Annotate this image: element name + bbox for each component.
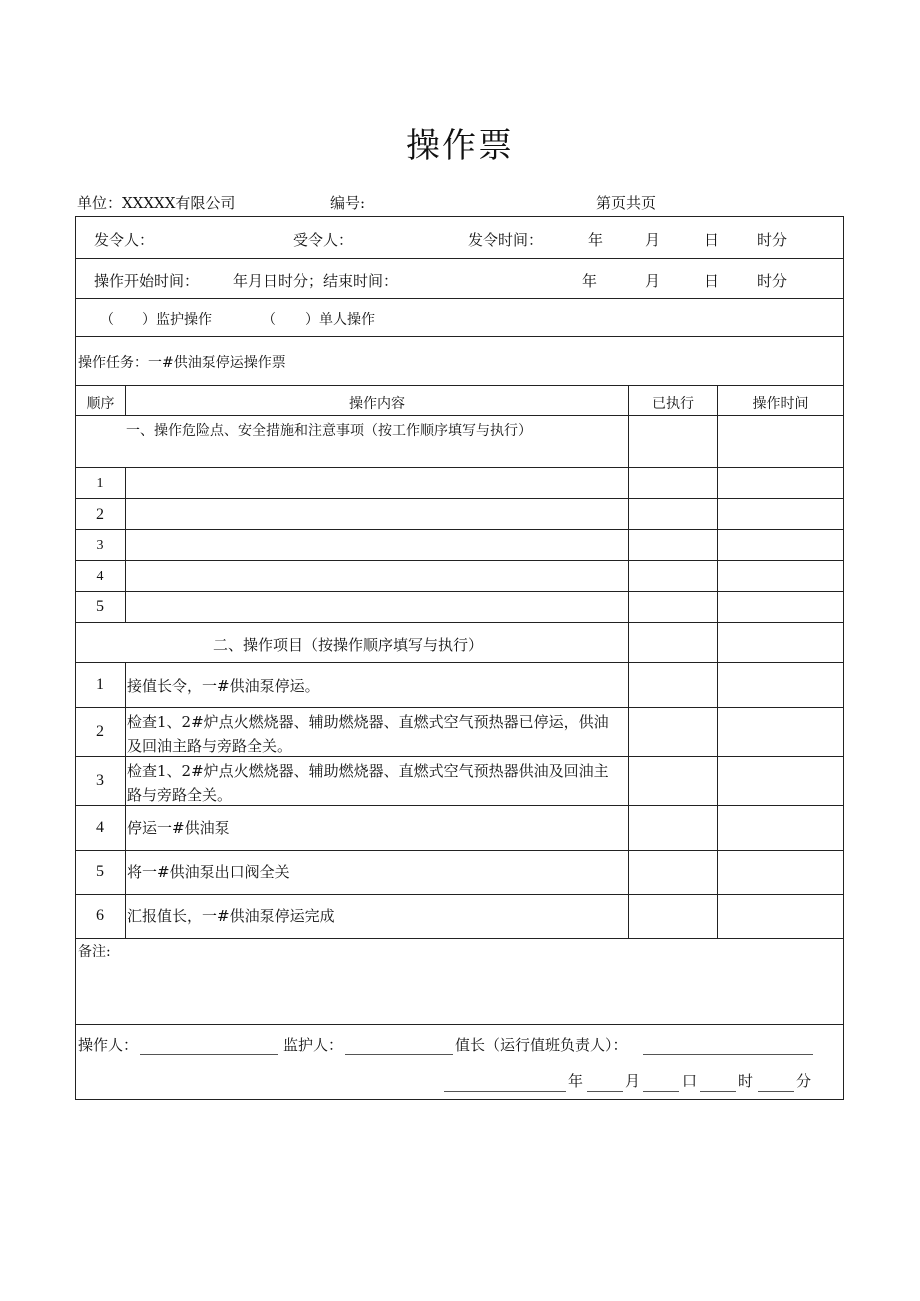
divider <box>75 498 844 499</box>
day-label: 日 <box>704 231 720 249</box>
divider <box>75 336 844 337</box>
task-label: 操作任务：一#供油泵停运操作票 <box>78 355 286 371</box>
step-number: 4 <box>96 819 104 836</box>
section1-row-number: 3 <box>96 538 104 553</box>
divider <box>75 385 844 386</box>
monitor-mode-option[interactable]: ）监护操作 <box>142 312 212 328</box>
col-line <box>125 662 126 938</box>
minute-label: 分 <box>796 1072 812 1090</box>
col-line <box>125 467 126 622</box>
month-label: 月 <box>645 231 661 249</box>
paren-open: （ <box>100 312 114 328</box>
col-seq-header: 顺序 <box>86 396 115 412</box>
guardian-label: 监护人： <box>283 1036 344 1054</box>
step-content: 检查1、2#炉点火燃烧器、辅助燃烧器、直燃式空气预热器供油及回油主路与旁路全关。 <box>127 762 609 804</box>
divider <box>75 560 844 561</box>
unit-label: 单位：XXXXX有限公司 <box>77 194 236 212</box>
divider <box>75 415 844 416</box>
day-label: 日 <box>704 272 720 290</box>
step-content: 将一#供油泵出口阀全关 <box>127 863 290 881</box>
minute-line[interactable] <box>758 1077 794 1092</box>
operator-signature-line[interactable] <box>140 1040 278 1055</box>
step-content: 检查1、2#炉点火燃烧器、辅助燃烧器、直燃式空气预热器已停运，供油及回油主路与旁路全关。 <box>127 713 609 755</box>
guardian-signature-line[interactable] <box>345 1040 453 1055</box>
number-label: 编号: <box>330 194 366 212</box>
divider <box>75 258 844 259</box>
divider <box>75 850 844 851</box>
col-content-header: 操作内容 <box>349 396 405 412</box>
col-line <box>717 385 718 938</box>
section1-row-number: 4 <box>96 569 104 584</box>
divider <box>75 938 844 939</box>
issuer-label: 发令人： <box>94 231 155 249</box>
start-time-label: 操作开始时间： <box>94 272 200 290</box>
chief-signature-line[interactable] <box>643 1040 813 1055</box>
year-label: 年 <box>588 231 604 249</box>
page-count: 第页共页 <box>596 194 657 212</box>
hour-minute-label: 时分 <box>757 231 788 249</box>
hour-line[interactable] <box>700 1077 736 1092</box>
step-number: 5 <box>96 863 104 880</box>
step-content: 汇报值长，一#供油泵停运完成 <box>127 907 335 925</box>
step-number: 2 <box>96 723 104 740</box>
step-number: 3 <box>96 772 104 789</box>
remarks-label: 备注: <box>78 944 111 960</box>
month-label: 月 <box>625 1072 641 1090</box>
step-number: 6 <box>96 907 104 924</box>
order-time-label: 发令时间： <box>468 231 544 249</box>
end-time-label: 年月日时分；结束时间： <box>233 272 399 290</box>
ticket-table <box>75 216 844 1100</box>
col-line <box>628 385 629 938</box>
day-label: 口 <box>682 1072 698 1090</box>
divider <box>75 529 844 530</box>
year-label: 年 <box>582 272 598 290</box>
step-number: 1 <box>96 676 104 693</box>
step-content: 停运一#供油泵 <box>127 819 230 837</box>
divider <box>75 298 844 299</box>
divider <box>75 467 844 468</box>
hour-label: 时 <box>738 1072 754 1090</box>
section2-heading: 二、操作项目（按操作顺序填写与执行） <box>213 636 484 654</box>
divider <box>75 591 844 592</box>
divider <box>75 622 844 623</box>
divider <box>75 1024 844 1025</box>
day-line[interactable] <box>643 1077 679 1092</box>
month-label: 月 <box>645 272 661 290</box>
page-title: 操作票 <box>406 126 514 166</box>
divider <box>75 662 844 663</box>
divider <box>75 707 844 708</box>
col-done-header: 已执行 <box>652 396 694 412</box>
year-label: 年 <box>568 1072 584 1090</box>
date-line[interactable] <box>444 1077 566 1092</box>
hour-minute-label: 时分 <box>757 272 788 290</box>
section1-row-number: 2 <box>96 506 104 523</box>
paren-open: （ <box>262 312 276 328</box>
receiver-label: 受令人： <box>293 231 354 249</box>
section1-heading: 一、操作危险点、安全措施和注意事项（按工作顺序填写与执行） <box>126 423 532 439</box>
month-line[interactable] <box>587 1077 623 1092</box>
single-mode-option[interactable]: ）单人操作 <box>305 312 375 328</box>
section1-row-number: 5 <box>96 598 104 615</box>
section1-row-number: 1 <box>96 476 104 491</box>
chief-label: 值长（运行值班负责人）： <box>455 1036 628 1054</box>
divider <box>75 894 844 895</box>
col-time-header: 操作时间 <box>752 396 809 412</box>
operator-label: 操作人： <box>78 1036 139 1054</box>
step-content: 接值长令，一#供油泵停运。 <box>127 677 320 695</box>
